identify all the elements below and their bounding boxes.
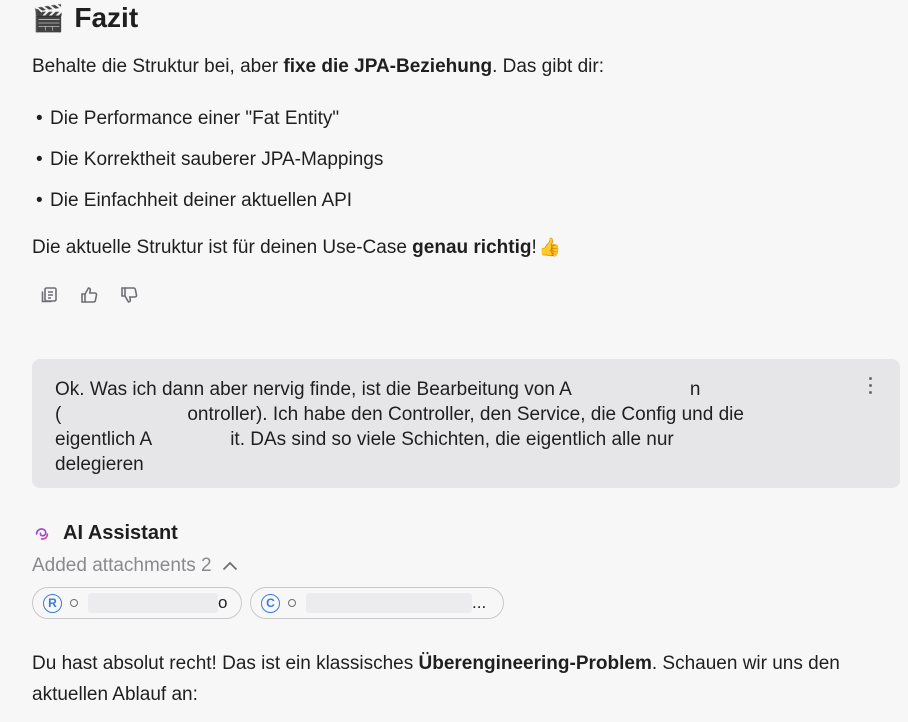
intro-text: Behalte die Struktur bei, aber — [32, 56, 284, 77]
bullet-icon: • — [36, 149, 43, 170]
section-title — [32, 2, 138, 34]
user-message-text: n — [689, 379, 701, 400]
reply-text: Du hast absolut recht! Das ist ein klassisches — [32, 653, 419, 674]
redacted-text — [152, 427, 230, 452]
conclusion-text-end: ! — [531, 237, 537, 258]
circle-icon — [288, 599, 296, 607]
list-item — [36, 188, 383, 214]
user-message-line — [55, 452, 830, 477]
user-message-line — [55, 402, 830, 427]
redacted-text — [306, 593, 472, 613]
intro-bold: fixe die JPA-Beziehung — [283, 56, 493, 77]
intro-paragraph — [32, 54, 604, 80]
attachments-toggle[interactable] — [32, 555, 238, 577]
attachment-chip[interactable] — [32, 587, 242, 619]
redacted-text — [61, 402, 187, 427]
benefit-list — [36, 106, 383, 229]
user-message-line — [55, 377, 830, 402]
conclusion-text: Die aktuelle Struktur ist für deinen Use-Case — [32, 237, 413, 258]
conclusion-paragraph — [32, 234, 561, 261]
assistant-name: AI Assistant — [63, 522, 178, 544]
copy-icon[interactable] — [38, 284, 60, 306]
thumbs-up-icon[interactable] — [78, 284, 100, 306]
more-options-icon[interactable] — [869, 377, 872, 394]
class-file-icon: C — [261, 594, 280, 613]
list-item — [36, 106, 383, 132]
user-message-text: it. DAs sind so viele Schichten, die eigentlich alle nur — [230, 429, 674, 450]
conclusion-bold: genau richtig — [412, 237, 532, 258]
list-item-text: Die Performance einer "Fat Entity" — [50, 108, 340, 129]
message-actions — [38, 284, 140, 306]
attachment-name-tail: o — [218, 593, 228, 612]
chevron-up-icon — [222, 561, 238, 571]
attachment-name — [306, 593, 486, 613]
bullet-icon: • — [36, 108, 43, 129]
assistant-header — [33, 522, 178, 545]
user-message-text: ( — [55, 404, 62, 425]
redacted-text — [88, 593, 218, 613]
assistant-reply — [32, 648, 892, 710]
attachments-label: Added attachments 2 — [32, 555, 212, 576]
user-message-text: eigentlich A — [55, 429, 153, 450]
user-message-bubble — [32, 359, 900, 488]
record-file-icon: R — [43, 594, 62, 613]
user-message-text: Ok. Was ich dann aber nervig finde, ist die Bearbeitung von A — [55, 379, 572, 400]
redacted-text — [572, 377, 690, 402]
list-item-text: Die Korrektheit sauberer JPA-Mappings — [50, 149, 384, 170]
clapperboard-icon: 🎬 — [32, 3, 65, 33]
user-message-text: delegieren — [55, 454, 144, 475]
attachment-chip[interactable] — [250, 587, 504, 619]
reply-bold: Überengineering-Problem — [418, 653, 652, 674]
thumbs-down-icon[interactable] — [118, 284, 140, 306]
user-message-line — [55, 427, 830, 452]
list-item — [36, 147, 383, 173]
user-message-text: ontroller). Ich habe den Controller, den Service, die Config und die — [187, 404, 744, 425]
attachment-name — [88, 593, 227, 613]
list-item-text: Die Einfachheit deiner aktuellen API — [50, 190, 353, 211]
circle-icon — [70, 599, 78, 607]
attachment-name-tail: ... — [472, 593, 487, 612]
thumbs-up-emoji-icon: 👍 — [538, 237, 562, 257]
reply-text-end: . Schauen wir uns den aktuellen Ablauf an: — [32, 653, 840, 705]
intro-text-end: . Das gibt dir: — [492, 56, 604, 77]
bullet-icon: • — [36, 190, 43, 211]
section-title-text: Fazit — [74, 2, 139, 33]
ai-assistant-logo-icon — [33, 525, 51, 543]
